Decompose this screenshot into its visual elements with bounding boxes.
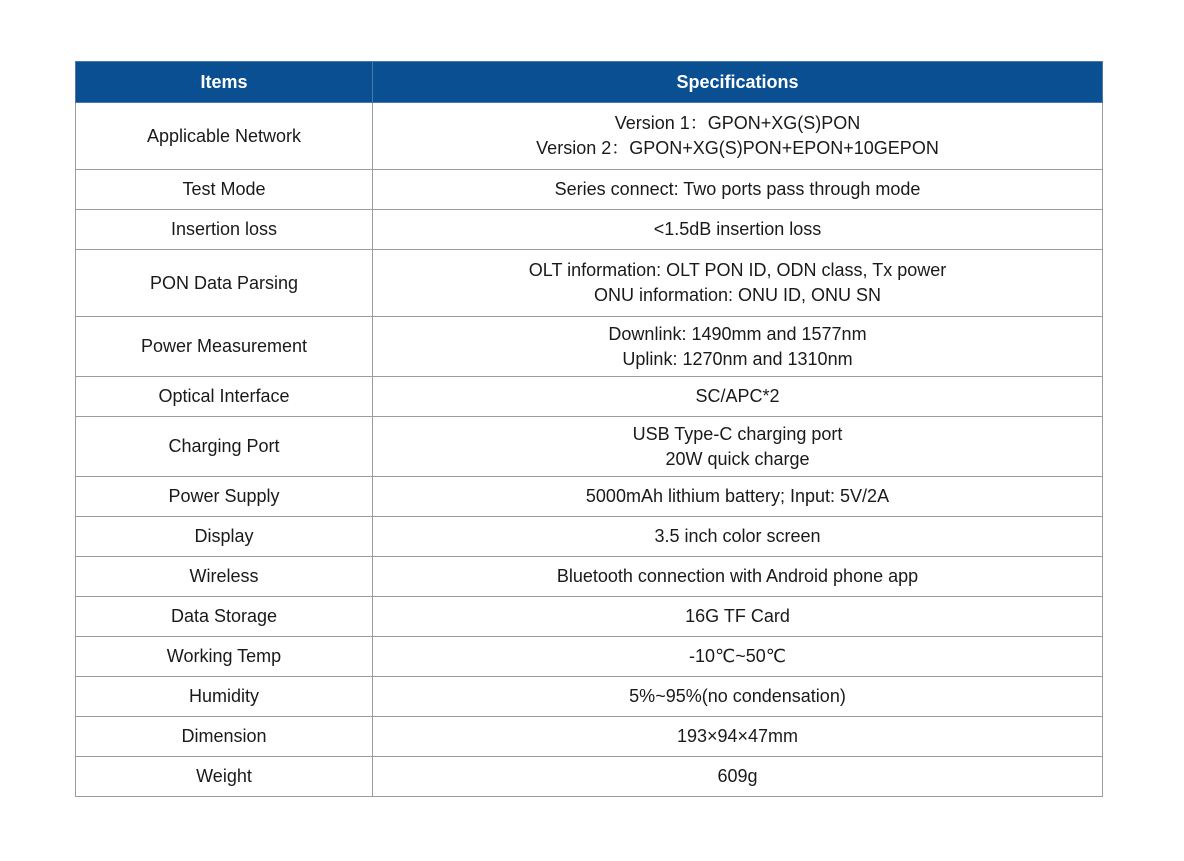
table-row xyxy=(76,557,1103,597)
spec-cell xyxy=(373,717,1103,757)
item-cell: PON Data Parsing xyxy=(76,250,373,317)
table-row xyxy=(76,250,1103,317)
spec-line: SC/APC*2 xyxy=(695,386,780,406)
spec-line: Version 2：GPON+XG(S)PON+EPON+10GEPON xyxy=(536,138,939,158)
table-row xyxy=(76,377,1103,417)
spec-cell xyxy=(373,517,1103,557)
spec-cell xyxy=(373,210,1103,250)
spec-cell xyxy=(373,170,1103,210)
table-row xyxy=(76,317,1103,377)
table-header-row xyxy=(76,62,1103,103)
spec-line: Bluetooth connection with Android phone app xyxy=(556,566,919,586)
spec-line: 16G TF Card xyxy=(685,606,790,626)
table-row xyxy=(76,103,1103,170)
item-cell: Optical Interface xyxy=(76,377,373,417)
spec-line: USB Type-C charging port xyxy=(632,423,843,444)
spec-line: OLT information: OLT PON ID, ODN class, Tx power xyxy=(528,260,947,280)
item-cell: Insertion loss xyxy=(76,210,373,250)
spec-line: 3.5 inch color screen xyxy=(654,526,821,546)
table-row xyxy=(76,757,1103,797)
item-cell: Weight xyxy=(76,757,373,797)
spec-line: Series connect: Two ports pass through mode xyxy=(554,179,921,199)
specifications-column-header: Specifications xyxy=(373,62,1103,103)
spec-cell xyxy=(373,597,1103,637)
spec-line: Version 1：GPON+XG(S)PON xyxy=(614,113,861,133)
items-column-header: Items xyxy=(76,62,373,103)
spec-line: ONU information: ONU ID, ONU SN xyxy=(593,285,882,305)
table-row xyxy=(76,717,1103,757)
spec-line: 193×94×47mm xyxy=(676,726,799,746)
spec-cell xyxy=(373,103,1103,170)
spec-cell xyxy=(373,677,1103,717)
spec-line: -10℃~50℃ xyxy=(689,646,786,666)
spec-line: 609g xyxy=(717,766,758,786)
item-cell: Power Measurement xyxy=(76,317,373,377)
item-cell: Working Temp xyxy=(76,637,373,677)
table-row xyxy=(76,517,1103,557)
spec-line: 5%~95%(no condensation) xyxy=(629,686,846,706)
spec-line: Uplink: 1270nm and 1310nm xyxy=(622,348,853,369)
item-cell: Wireless xyxy=(76,557,373,597)
spec-line: 20W quick charge xyxy=(665,448,810,469)
table-row xyxy=(76,637,1103,677)
item-cell: Dimension xyxy=(76,717,373,757)
table-row xyxy=(76,597,1103,637)
spec-line: Downlink: 1490mm and 1577nm xyxy=(608,323,867,344)
specifications-table xyxy=(75,61,1103,797)
table-row xyxy=(76,417,1103,477)
item-cell: Humidity xyxy=(76,677,373,717)
spec-cell xyxy=(373,637,1103,677)
spec-cell xyxy=(373,250,1103,317)
spec-cell xyxy=(373,377,1103,417)
spec-cell xyxy=(373,317,1103,377)
item-cell: Test Mode xyxy=(76,170,373,210)
item-cell: Charging Port xyxy=(76,417,373,477)
item-cell: Display xyxy=(76,517,373,557)
spec-cell xyxy=(373,477,1103,517)
spec-line: 5000mAh lithium battery; Input: 5V/2A xyxy=(585,486,890,506)
item-cell: Power Supply xyxy=(76,477,373,517)
table-row xyxy=(76,170,1103,210)
table-row xyxy=(76,210,1103,250)
spec-cell xyxy=(373,417,1103,477)
item-cell: Applicable Network xyxy=(76,103,373,170)
item-cell: Data Storage xyxy=(76,597,373,637)
spec-line: <1.5dB insertion loss xyxy=(653,219,822,239)
spec-cell xyxy=(373,757,1103,797)
table-row xyxy=(76,477,1103,517)
spec-cell xyxy=(373,557,1103,597)
table-row xyxy=(76,677,1103,717)
